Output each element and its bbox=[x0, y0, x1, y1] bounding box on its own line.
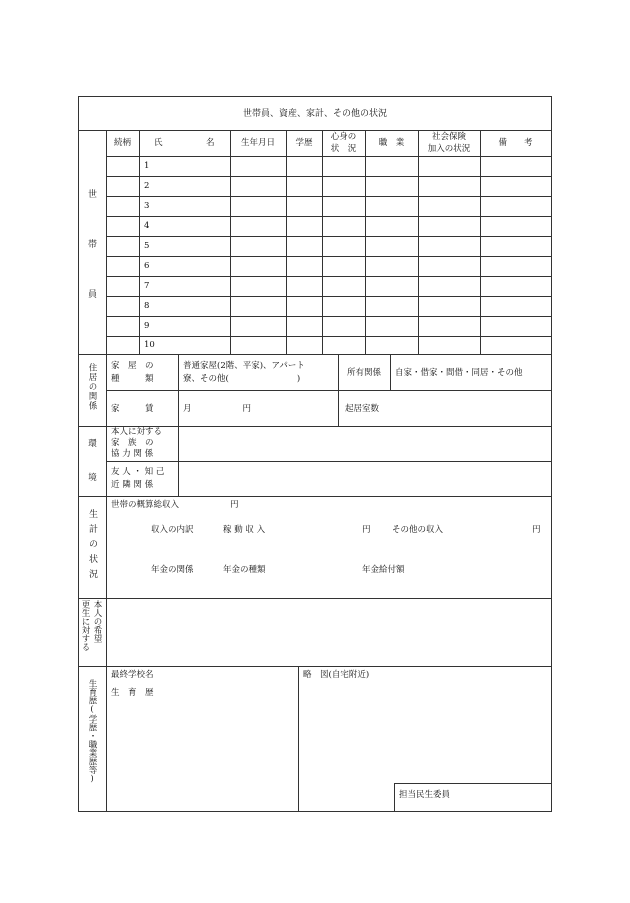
wishes-side-label-2: 更生に対する bbox=[80, 600, 90, 651]
header-insurance-2: 加入の状況 bbox=[427, 144, 471, 154]
header-health-1: 心身の bbox=[330, 132, 357, 142]
friends-label-1: 友 人 ・ 知 己 bbox=[111, 467, 165, 477]
friends-label-2: 近 隣 関 係 bbox=[111, 480, 154, 490]
row-number: 8 bbox=[144, 301, 150, 311]
header-birthdate: 生年月日 bbox=[240, 138, 275, 148]
pension-amount-label: 年金給付額 bbox=[362, 565, 405, 575]
row-number: 2 bbox=[144, 181, 150, 191]
work-income-label: 稼 動 収 入 bbox=[223, 525, 266, 535]
other-income-label: その他の収入 bbox=[392, 525, 444, 535]
row-number: 5 bbox=[144, 241, 150, 251]
header-remarks: 備 考 bbox=[498, 138, 533, 148]
header-insurance-1: 社会保険 bbox=[431, 132, 466, 142]
family-coop-label-3: 協 力 関 係 bbox=[111, 449, 154, 459]
header-health-2: 状 況 bbox=[330, 144, 357, 154]
row-number: 6 bbox=[144, 261, 150, 271]
pension-type-label: 年金の種類 bbox=[223, 565, 266, 575]
upbringing-label: 生 育 歴 bbox=[111, 688, 154, 698]
housing-side-label: 住居の関係 bbox=[87, 363, 97, 411]
wishes-side-label-1: 本人の希望 bbox=[92, 600, 102, 643]
history-side-label: 生育歴(学歴・職業歴等) bbox=[87, 679, 97, 784]
row-number: 10 bbox=[144, 340, 155, 350]
pension-relation-label: 年金の関係 bbox=[151, 565, 194, 575]
ownership-label: 所有関係 bbox=[346, 368, 381, 378]
household-side-char-2: 帯 bbox=[87, 240, 97, 250]
environment-side-char-1: 環 bbox=[88, 439, 97, 449]
map-label: 略 図(自宅附近) bbox=[303, 670, 370, 680]
header-occupation: 職 業 bbox=[378, 138, 405, 148]
ownership-options: 自家・借家・間借・同居・その他 bbox=[395, 368, 523, 378]
form-title: 世帯員、資産、家計、その他の状況 bbox=[242, 109, 387, 119]
housing-type-label-2: 種 類 bbox=[111, 374, 154, 384]
commissioner-label: 担当民生委員 bbox=[399, 790, 451, 800]
livelihood-side-label: 生計の状況 bbox=[87, 509, 97, 584]
housing-type-value-1: 普通家屋(2階、平家)、アパート bbox=[183, 361, 305, 371]
header-relation: 続柄 bbox=[113, 138, 131, 148]
total-income: 世帯の概算総収入 円 bbox=[111, 500, 239, 510]
other-income-yen: 円 bbox=[532, 525, 541, 535]
household-side-char-3: 員 bbox=[87, 290, 97, 300]
environment-side-char-2: 境 bbox=[88, 473, 97, 483]
welfare-form bbox=[78, 96, 552, 812]
rooms-label: 起居室数 bbox=[345, 404, 380, 414]
row-number: 7 bbox=[144, 281, 150, 291]
row-number: 4 bbox=[144, 221, 150, 231]
rent-value: 月 円 bbox=[183, 404, 252, 414]
work-income-yen: 円 bbox=[362, 525, 371, 535]
housing-type-value-2: 寮、その他( ) bbox=[183, 374, 301, 384]
header-name-2: 名 bbox=[206, 138, 215, 148]
row-number: 1 bbox=[144, 161, 150, 171]
housing-type-label-1: 家 屋 の bbox=[111, 361, 154, 371]
household-side-char-1: 世 bbox=[87, 190, 97, 200]
income-breakdown-label: 収入の内訳 bbox=[151, 525, 194, 535]
header-name-1: 氏 bbox=[154, 138, 163, 148]
row-number: 9 bbox=[144, 321, 150, 331]
last-school-label: 最終学校名 bbox=[111, 670, 154, 680]
family-coop-label-1: 本人に対する bbox=[111, 427, 163, 437]
family-coop-label-2: 家 族 の bbox=[111, 438, 154, 448]
header-education: 学歴 bbox=[295, 138, 313, 148]
rent-label: 家 賃 bbox=[111, 404, 154, 414]
row-number: 3 bbox=[144, 201, 150, 211]
